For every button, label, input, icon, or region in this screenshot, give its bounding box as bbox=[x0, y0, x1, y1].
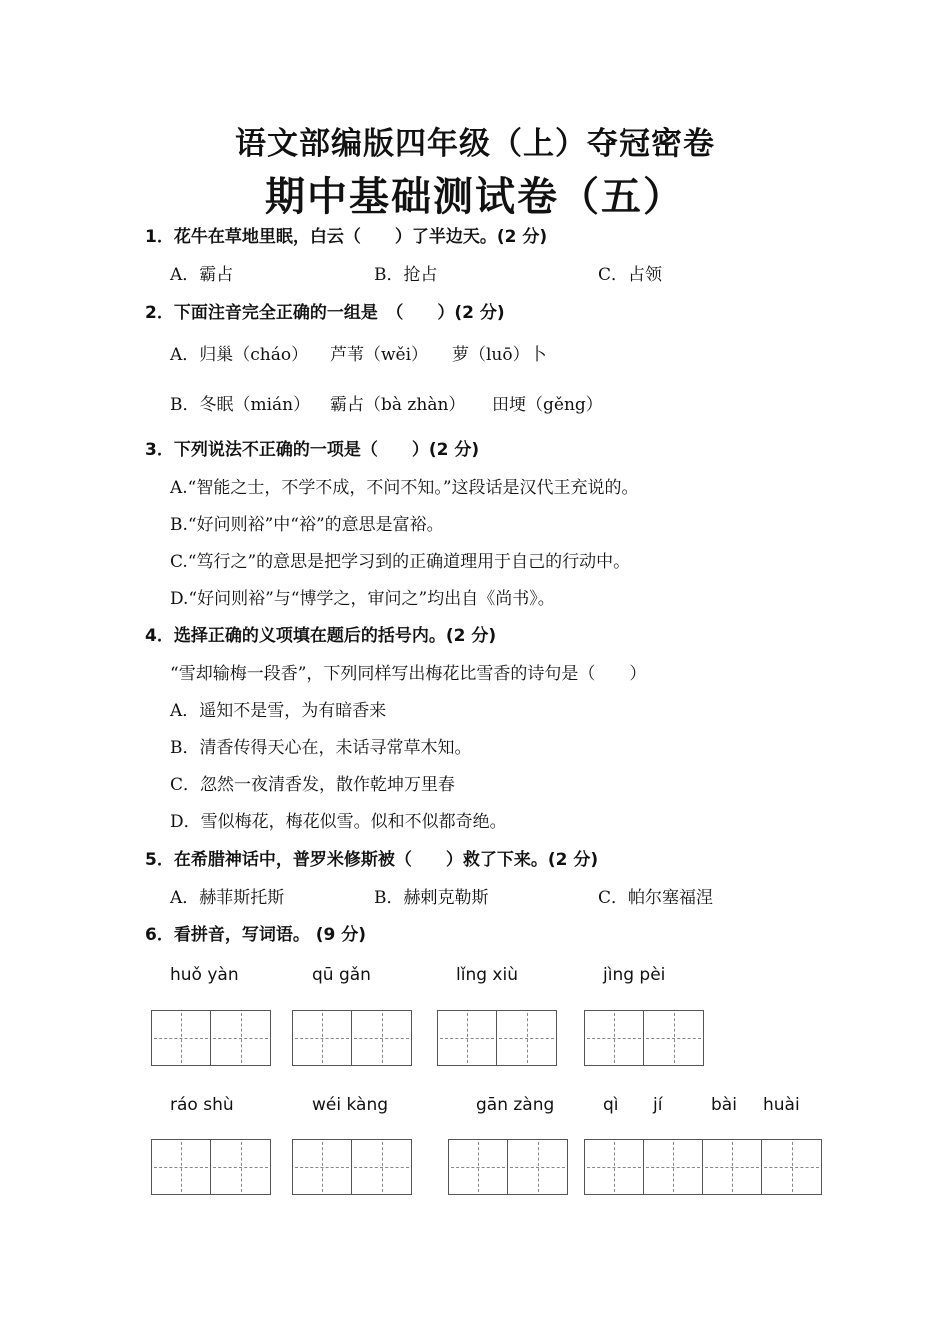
q2-option-b-3: 田埂（gěng） bbox=[492, 395, 603, 415]
pinyin-huai: huài bbox=[763, 1095, 800, 1115]
grid-cell[interactable] bbox=[293, 1011, 352, 1065]
q3-option-b: B.“好问则裕”中“裕”的意思是富裕。 bbox=[170, 515, 444, 535]
pinyin-huoyan: huǒ yàn bbox=[170, 965, 239, 985]
writing-grid-6[interactable] bbox=[292, 1139, 412, 1195]
q1-option-b: B．抢占 bbox=[374, 265, 438, 285]
question-4: 4．选择正确的义项填在题后的括号内。(2 分) bbox=[145, 626, 497, 646]
grid-cell[interactable] bbox=[293, 1140, 352, 1194]
q4-option-c: C．忽然一夜清香发，散作乾坤万里春 bbox=[170, 775, 456, 795]
pinyin-raoshu: ráo shù bbox=[170, 1095, 234, 1115]
writing-grid-7[interactable] bbox=[448, 1139, 568, 1195]
grid-cell[interactable] bbox=[585, 1011, 644, 1065]
q1-option-a: A．霸占 bbox=[170, 265, 234, 285]
pinyin-ganzang: gān zàng bbox=[476, 1095, 555, 1115]
question-1: 1．花牛在草地里眠，白云（ ）了半边天。(2 分) bbox=[145, 227, 548, 247]
grid-cell[interactable] bbox=[152, 1140, 211, 1194]
q4-option-b: B．清香传得天心在，未话寻常草木知。 bbox=[170, 738, 472, 758]
q2-option-b-1: B．冬眠（mián） bbox=[170, 395, 311, 415]
grid-cell[interactable] bbox=[438, 1011, 497, 1065]
pinyin-weikang: wéi kàng bbox=[312, 1095, 389, 1115]
q5-option-b: B．赫剌克勒斯 bbox=[374, 888, 489, 908]
q3-option-a: A.“智能之士，不学不成，不问不知。”这段话是汉代王充说的。 bbox=[170, 478, 639, 498]
question-3: 3．下列说法不正确的一项是（ ）(2 分) bbox=[145, 440, 480, 460]
q2-option-a-2: 芦苇（wěi） bbox=[330, 345, 429, 365]
writing-grid-1[interactable] bbox=[151, 1010, 271, 1066]
writing-grid-8[interactable] bbox=[584, 1139, 822, 1195]
grid-cell[interactable] bbox=[644, 1011, 703, 1065]
grid-cell[interactable] bbox=[508, 1140, 567, 1194]
exam-title: 期中基础测试卷（五） bbox=[265, 173, 685, 220]
grid-cell[interactable] bbox=[585, 1140, 644, 1194]
question-5: 5．在希腊神话中，普罗米修斯被（ ）救了下来。(2 分) bbox=[145, 850, 599, 870]
writing-grid-5[interactable] bbox=[151, 1139, 271, 1195]
q2-option-a-1: A．归巢（cháo） bbox=[170, 345, 309, 365]
question-6: 6．看拼音，写词语。 (9 分) bbox=[145, 925, 367, 945]
grid-cell[interactable] bbox=[762, 1140, 821, 1194]
q4-prompt: “雪却输梅一段香”，下列同样写出梅花比雪香的诗句是（ ） bbox=[170, 664, 647, 684]
pinyin-bai: bài bbox=[711, 1095, 737, 1115]
grid-cell[interactable] bbox=[497, 1011, 556, 1065]
grid-cell[interactable] bbox=[211, 1011, 270, 1065]
pinyin-qugan: qū gǎn bbox=[312, 965, 371, 985]
q3-option-c: C.“笃行之”的意思是把学习到的正确道理用于自己的行动中。 bbox=[170, 552, 631, 572]
q3-option-d: D.“好问则裕”与“博学之，审问之”均出自《尚书》。 bbox=[170, 589, 555, 609]
grid-cell[interactable] bbox=[211, 1140, 270, 1194]
question-2: 2．下面注音完全正确的一组是 （ ）(2 分) bbox=[145, 303, 505, 323]
pinyin-qi: qì bbox=[603, 1095, 619, 1115]
grid-cell[interactable] bbox=[644, 1140, 703, 1194]
q4-option-a: A．遥知不是雪，为有暗香来 bbox=[170, 701, 387, 721]
pinyin-ji: jí bbox=[653, 1095, 663, 1115]
q1-option-c: C．占领 bbox=[598, 265, 663, 285]
writing-grid-4[interactable] bbox=[584, 1010, 704, 1066]
q5-option-c: C．帕尔塞福涅 bbox=[598, 888, 714, 908]
grid-cell[interactable] bbox=[352, 1140, 411, 1194]
pinyin-lingxiu: lǐng xiù bbox=[456, 965, 518, 985]
q5-option-a: A．赫菲斯托斯 bbox=[170, 888, 285, 908]
q2-option-b-2: 霸占（bà zhàn） bbox=[330, 395, 466, 415]
q2-option-a-3: 萝（luō）卜 bbox=[452, 345, 547, 365]
q4-option-d: D．雪似梅花，梅花似雪。似和不似都奇绝。 bbox=[170, 812, 507, 832]
grid-cell[interactable] bbox=[703, 1140, 762, 1194]
grid-cell[interactable] bbox=[152, 1011, 211, 1065]
exam-subtitle: 语文部编版四年级（上）夺冠密卷 bbox=[235, 126, 715, 162]
grid-cell[interactable] bbox=[449, 1140, 508, 1194]
pinyin-jingpei: jìng pèi bbox=[603, 965, 666, 985]
grid-cell[interactable] bbox=[352, 1011, 411, 1065]
writing-grid-3[interactable] bbox=[437, 1010, 557, 1066]
writing-grid-2[interactable] bbox=[292, 1010, 412, 1066]
